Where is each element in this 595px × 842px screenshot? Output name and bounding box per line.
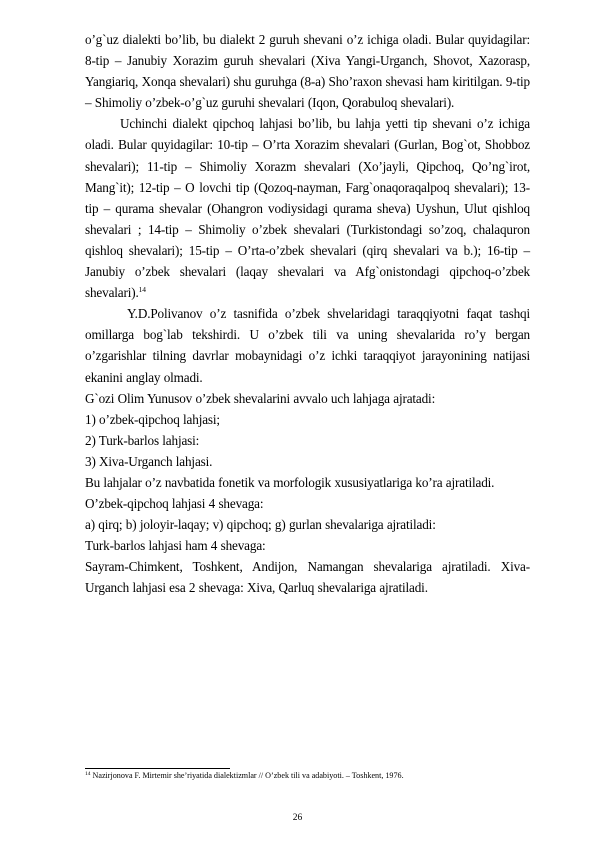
footnote-text: Nazirjonova F. Mirtemir she’riyatida dialektizmlar // O’zbek tili va adabiyoti. – Toshkent, 1976.	[92, 771, 404, 780]
list-item: 1) o’zbek-qipchoq lahjasi;	[85, 411, 220, 427]
page-number: 26	[292, 813, 303, 823]
paragraph: Y.D.Polivanov o’z tasnifida o’zbek shvelaridagi taraqqiyotni faqat tashqi omillarga bog`lab tekshirdi. U o’zbek tili va uning shevalarida ro’y bergan o’zgarishlar tilning davrlar mobaynidagi o’z ichki taraqqiyot jarayonining natijasi ekanini anglay olmadi.	[85, 306, 530, 385]
footnote-number: 14	[85, 771, 91, 777]
paragraph: o’g`uz dialekti bo’lib, bu dialekt 2 guruh shevani o’z ichiga oladi. Bular quyidagilar: 8-tip – Janubiy Xorazim guruh shevalari (Xiva Yangi-Urganch, Shovot, Xazorasp, Yangiariq, Xonqa shevalari) shu guruhga (8-a) Sho’raxon shevasi ham kiritilgan. 9-tip – Shimoliy o’zbek-o’g`uz guruhi shevalari (Iqon, Qorabuloq shevalari).	[85, 32, 530, 111]
paragraph: O’zbek-qipchoq lahjasi 4 shevaga:	[85, 496, 264, 512]
list-item: 3) Xiva-Urganch lahjasi.	[85, 453, 213, 469]
paragraph: Turk-barlos lahjasi ham 4 shevaga:	[85, 538, 266, 554]
footnote-divider	[85, 768, 230, 769]
footnote	[85, 771, 404, 781]
list-item: 2) Turk-barlos lahjasi:	[85, 432, 200, 448]
footnote-reference: 14	[138, 285, 146, 295]
paragraph: Sayram-Chimkent, Toshkent, Andijon, Namangan shevalariga ajratiladi. Xiva-Urganch lahjasi esa 2 shevaga: Xiva, Qarluq shevalariga ajratiladi.	[85, 559, 530, 596]
paragraph	[85, 113, 530, 303]
paragraph: Bu lahjalar o’z navbatida fonetik va morfologik xususiyatlariga ko’ra ajratiladi.	[85, 474, 495, 490]
page-body	[85, 29, 530, 599]
paragraph: G`ozi Olim Yunusov o’zbek shevalarini avvalo uch lahjaga ajratadi:	[85, 390, 436, 406]
paragraph: a) qirq; b) joloyir-laqay; v) qipchoq; g) gurlan shevalariga ajratiladi:	[85, 517, 436, 533]
paragraph-text: Uchinchi dialekt qipchoq lahjasi bo’lib, bu lahja yetti tip shevani o’z ichiga oladi. Bular quyidagilar: 10-tip – O’rta Xorazim shevalari (Gurlan, Bog`ot, Shobboz shevalari); 11-tip – Shimoliy Xorazm shevalari (Xo’jayli, Qipchoq, Qo’ng`irot, Mang`it); 12-tip – O lovchi tip (Qozoq-nayman, Farg`onaqoraqalpoq shevalari); 13-tip – qurama shevalar (Ohangron vodiysidagi qurama sheva) Uyshun, Ulut qishloq shevalari ; 14-tip – Shimoliy o’zbek shevalari (Turkistondagi so’zoq, chalaquron qishloq shevalari); 15-tip – O’rta-o’zbek shevalari (qirq shevalari va b.); 16-tip – Janubiy o’zbek shevalari (laqay shevalari va Afg`onistondagi qipchoq-o’zbek shevalari).	[85, 116, 530, 301]
